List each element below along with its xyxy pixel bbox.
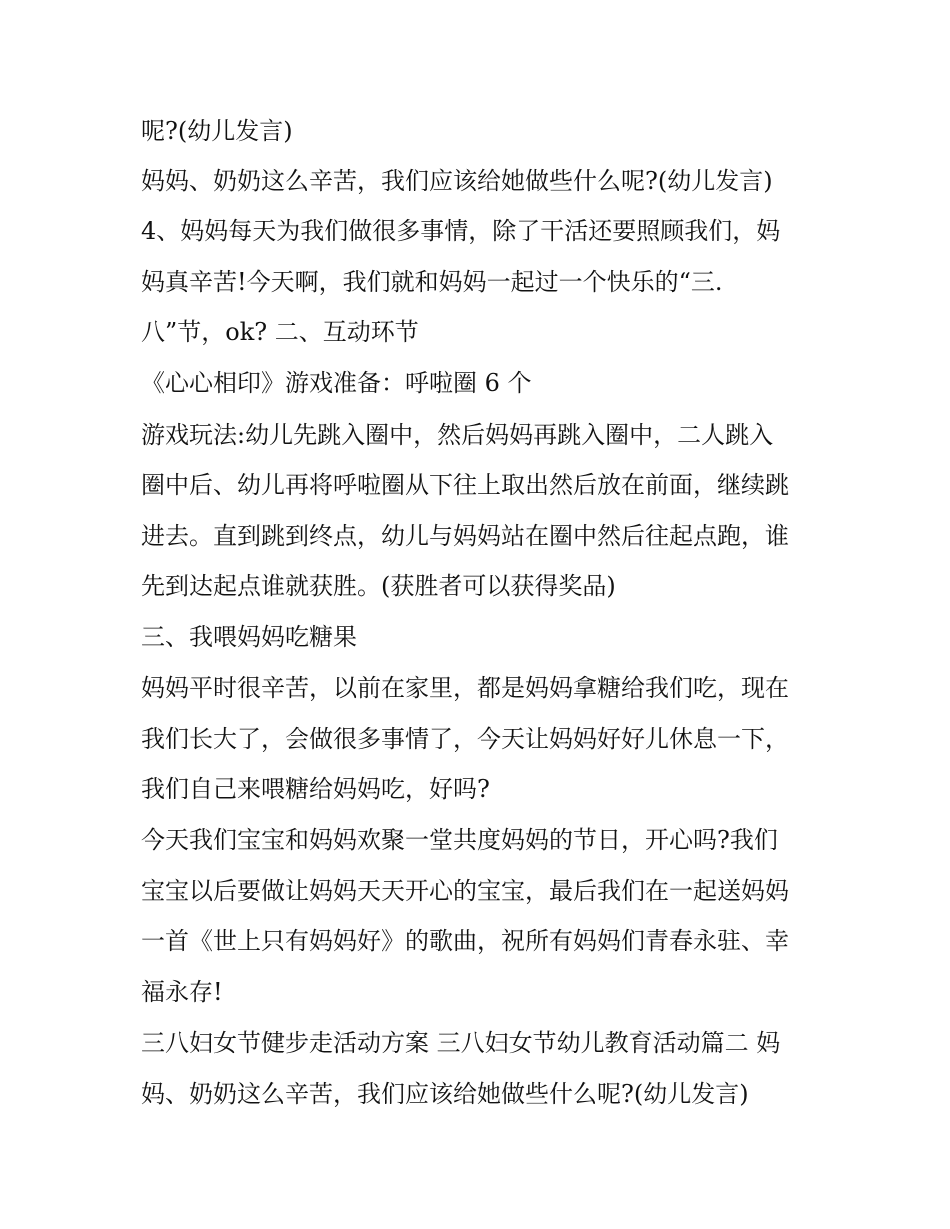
section-heading: 三、我喂妈妈吃糖果	[141, 623, 357, 651]
text-line: 妈妈平时很辛苦，以前在家里，都是妈妈拿糖给我们吃，现在	[141, 674, 789, 702]
text-line: 妈妈、奶奶这么辛苦，我们应该给她做些什么呢?(幼儿发言)	[141, 167, 773, 195]
text-line: 妈真辛苦!今天啊，我们就和妈妈一起过一个快乐的“三.	[141, 268, 723, 296]
text-line: 我们长大了，会做很多事情了，今天让妈妈好好儿休息一下，	[141, 725, 789, 753]
text-line: 八”节，ok? 二、互动环节	[141, 318, 419, 346]
text-line: 我们自己来喂糖给妈妈吃，好吗?	[141, 775, 490, 803]
text-line: 呢?(幼儿发言)	[141, 117, 293, 145]
text-line: 先到达起点谁就获胜。(获胜者可以获得奖品)	[141, 572, 616, 600]
text-line: 4、妈妈每天为我们做很多事情，除了干活还要照顾我们，妈	[141, 217, 781, 245]
text-line: 妈、奶奶这么辛苦，我们应该给她做些什么呢?(幼儿发言)	[141, 1080, 749, 1108]
text-line: 《心心相印》游戏准备：呼啦圈 6 个	[141, 369, 532, 397]
text-line: 一首《世上只有妈妈好》的歌曲，祝所有妈妈们青春永驻、幸	[141, 927, 789, 955]
text-line: 游戏玩法:幼儿先跳入圈中，然后妈妈再跳入圈中，二人跳入	[141, 421, 774, 449]
text-line: 宝宝以后要做让妈妈天天开心的宝宝，最后我们在一起送妈妈	[141, 877, 789, 905]
text-line: 今天我们宝宝和妈妈欢聚一堂共度妈妈的节日，开心吗?我们	[141, 826, 778, 854]
text-line: 三八妇女节健步走活动方案 三八妇女节幼儿教育活动篇二 妈	[141, 1029, 781, 1057]
text-line: 福永存!	[141, 978, 223, 1006]
text-line: 进去。直到跳到终点，幼儿与妈妈站在圈中然后往起点跑，谁	[141, 522, 789, 550]
text-line: 圈中后、幼儿再将呼啦圈从下往上取出然后放在前面，继续跳	[141, 471, 789, 499]
